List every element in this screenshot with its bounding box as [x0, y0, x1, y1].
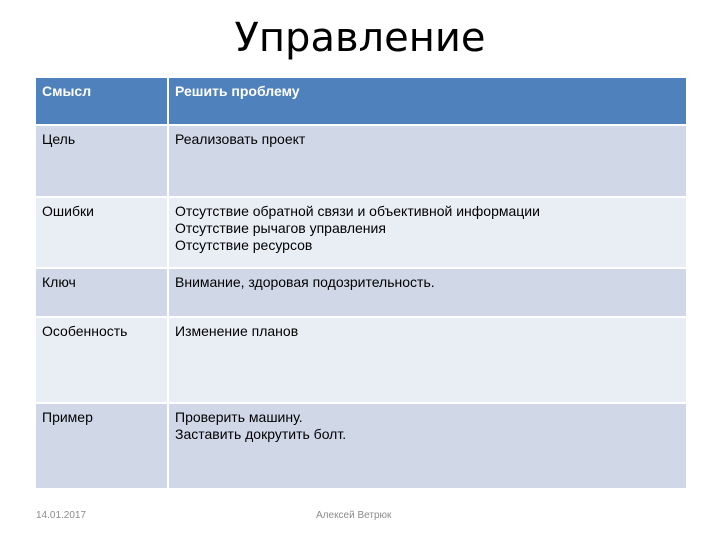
slide-title: Управление	[234, 15, 486, 61]
row-value-line: Отсутствие рычагов управления	[175, 220, 386, 236]
row-value-line: Отсутствие ресурсов	[175, 237, 313, 253]
row-value	[168, 125, 686, 197]
row-label: Пример	[36, 403, 168, 489]
table-row	[36, 403, 686, 489]
management-table	[36, 78, 686, 490]
row-value-line: Внимание, здоровая подозрительность.	[175, 274, 435, 290]
row-value	[168, 268, 686, 317]
table-row	[36, 197, 686, 268]
row-label: Цель	[36, 125, 168, 197]
header-cell-value: Решить проблему	[168, 78, 686, 125]
row-value	[168, 197, 686, 268]
table-header-row	[36, 78, 686, 125]
table-row	[36, 125, 686, 197]
row-value	[168, 403, 686, 489]
row-value-line: Проверить машину.	[175, 409, 303, 425]
header-cell-meaning: Смысл	[36, 78, 168, 125]
row-label: Особенность	[36, 317, 168, 403]
row-value-line: Реализовать проект	[175, 131, 306, 147]
table-row	[36, 268, 686, 317]
row-value-line: Отсутствие обратной связи и объективной информации	[175, 203, 540, 219]
row-value-line: Заставить докрутить болт.	[175, 426, 347, 442]
table-row	[36, 317, 686, 403]
row-value-line: Изменение планов	[175, 323, 299, 339]
footer-author: Алексей Ветрюк	[316, 510, 392, 521]
row-label: Ключ	[36, 268, 168, 317]
row-label: Ошибки	[36, 197, 168, 268]
row-value	[168, 317, 686, 403]
footer-date: 14.01.2017	[36, 510, 87, 521]
